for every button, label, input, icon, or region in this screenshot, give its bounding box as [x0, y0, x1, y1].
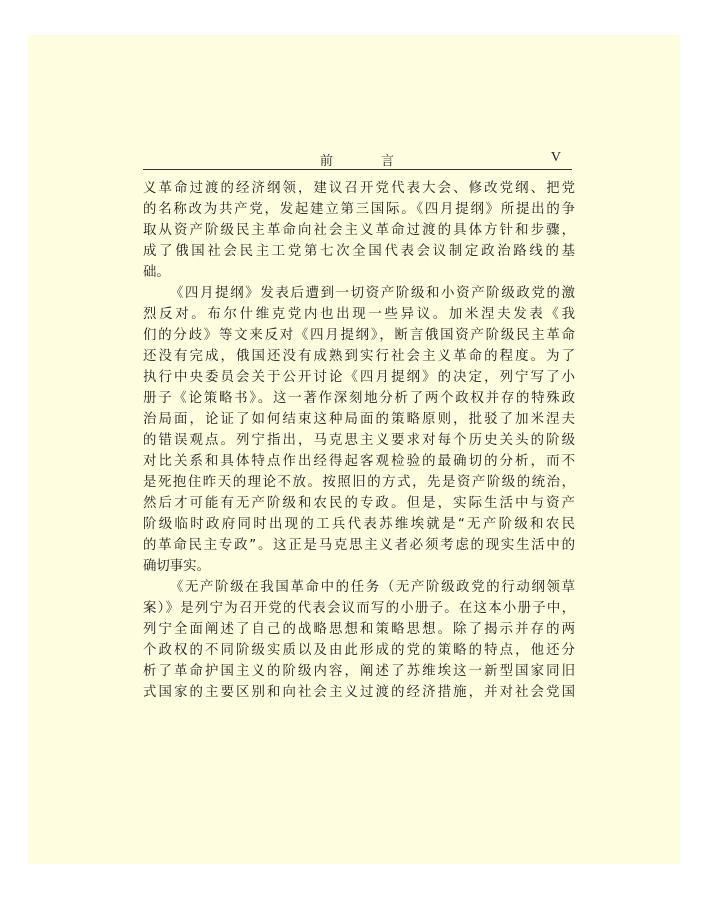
header-title: 前 言: [319, 154, 417, 169]
text-line: 治局面，论证了如何结束这种局面的策略原则，批驳了加米涅夫: [143, 412, 575, 427]
text-line: 确切事实。: [143, 559, 210, 574]
text-line: 烈反对。布尔什维克党内也出现一些异议。加米涅夫发表《我: [143, 307, 575, 322]
text-line: 个政权的不同阶级实质以及由此形成的党的策略的特点，他还分: [143, 643, 575, 658]
text-line: 成了俄国社会民主工党第七次全国代表会议制定政治路线的基: [143, 244, 575, 259]
text-line: 们的分歧》等文来反对《四月提纲》，断言俄国资产阶级民主革命: [143, 328, 575, 343]
text-line: 还没有完成，俄国还没有成熟到实行社会主义革命的程度。为了: [143, 349, 575, 364]
text-line: 对比关系和具体特点作出经得起客观检验的最确切的分析，而不: [143, 454, 575, 469]
text-line: 是死抱住昨天的理论不放。按照旧的方式，先是资产阶级的统治，: [143, 475, 575, 490]
page-number: V: [550, 150, 561, 165]
paragraph-3: [143, 577, 575, 703]
body-text: [143, 178, 575, 703]
text-line: 阶级临时政府同时出现的工兵代表苏维埃就是“无产阶级和农民: [143, 517, 575, 532]
text-line: 列宁全面阐述了自己的战略思想和策略思想。除了揭示并存的两: [143, 622, 575, 637]
paragraph-1: [143, 178, 575, 283]
text-line: 的错误观点。列宁指出，马克思主义要求对每个历史关头的阶级: [143, 433, 575, 448]
text-line: 析了革命护国主义的阶级内容，阐述了苏维埃这一新型国家同旧: [143, 664, 575, 679]
text-line: 《四月提纲》发表后遭到一切资产阶级和小资产阶级政党的激: [170, 286, 575, 301]
text-line: 取从资产阶级民主革命向社会主义革命过渡的具体方针和步骤，: [143, 223, 575, 238]
text-line: 《无产阶级在我国革命中的任务（无产阶级政党的行动纲领草: [170, 580, 575, 595]
header-rule: [143, 169, 572, 170]
text-line: 册子《论策略书》。这一著作深刻地分析了两个政权并存的特殊政: [143, 391, 575, 406]
text-line: 础。: [143, 265, 170, 280]
text-line: 式国家的主要区别和向社会主义过渡的经济措施，并对社会党国: [143, 685, 575, 700]
text-line: 执行中央委员会关于公开讨论《四月提纲》的决定，列宁写了小: [143, 370, 575, 385]
paragraph-2: [143, 283, 575, 577]
text-line: 的革命民主专政”。这正是马克思主义者必须考虑的现实生活中的: [143, 538, 575, 553]
text-line: 然后才可能有无产阶级和农民的专政。但是，实际生活中与资产: [143, 496, 575, 511]
text-line: 义革命过渡的经济纲领，建议召开党代表大会、修改党纲、把党: [143, 181, 575, 196]
text-line: 的名称改为共产党，发起建立第三国际。《四月提纲》所提出的争: [143, 202, 575, 217]
text-line: 案）》是列宁为召开党的代表会议而写的小册子。在这本小册子中，: [143, 601, 575, 616]
running-header: [143, 148, 571, 168]
